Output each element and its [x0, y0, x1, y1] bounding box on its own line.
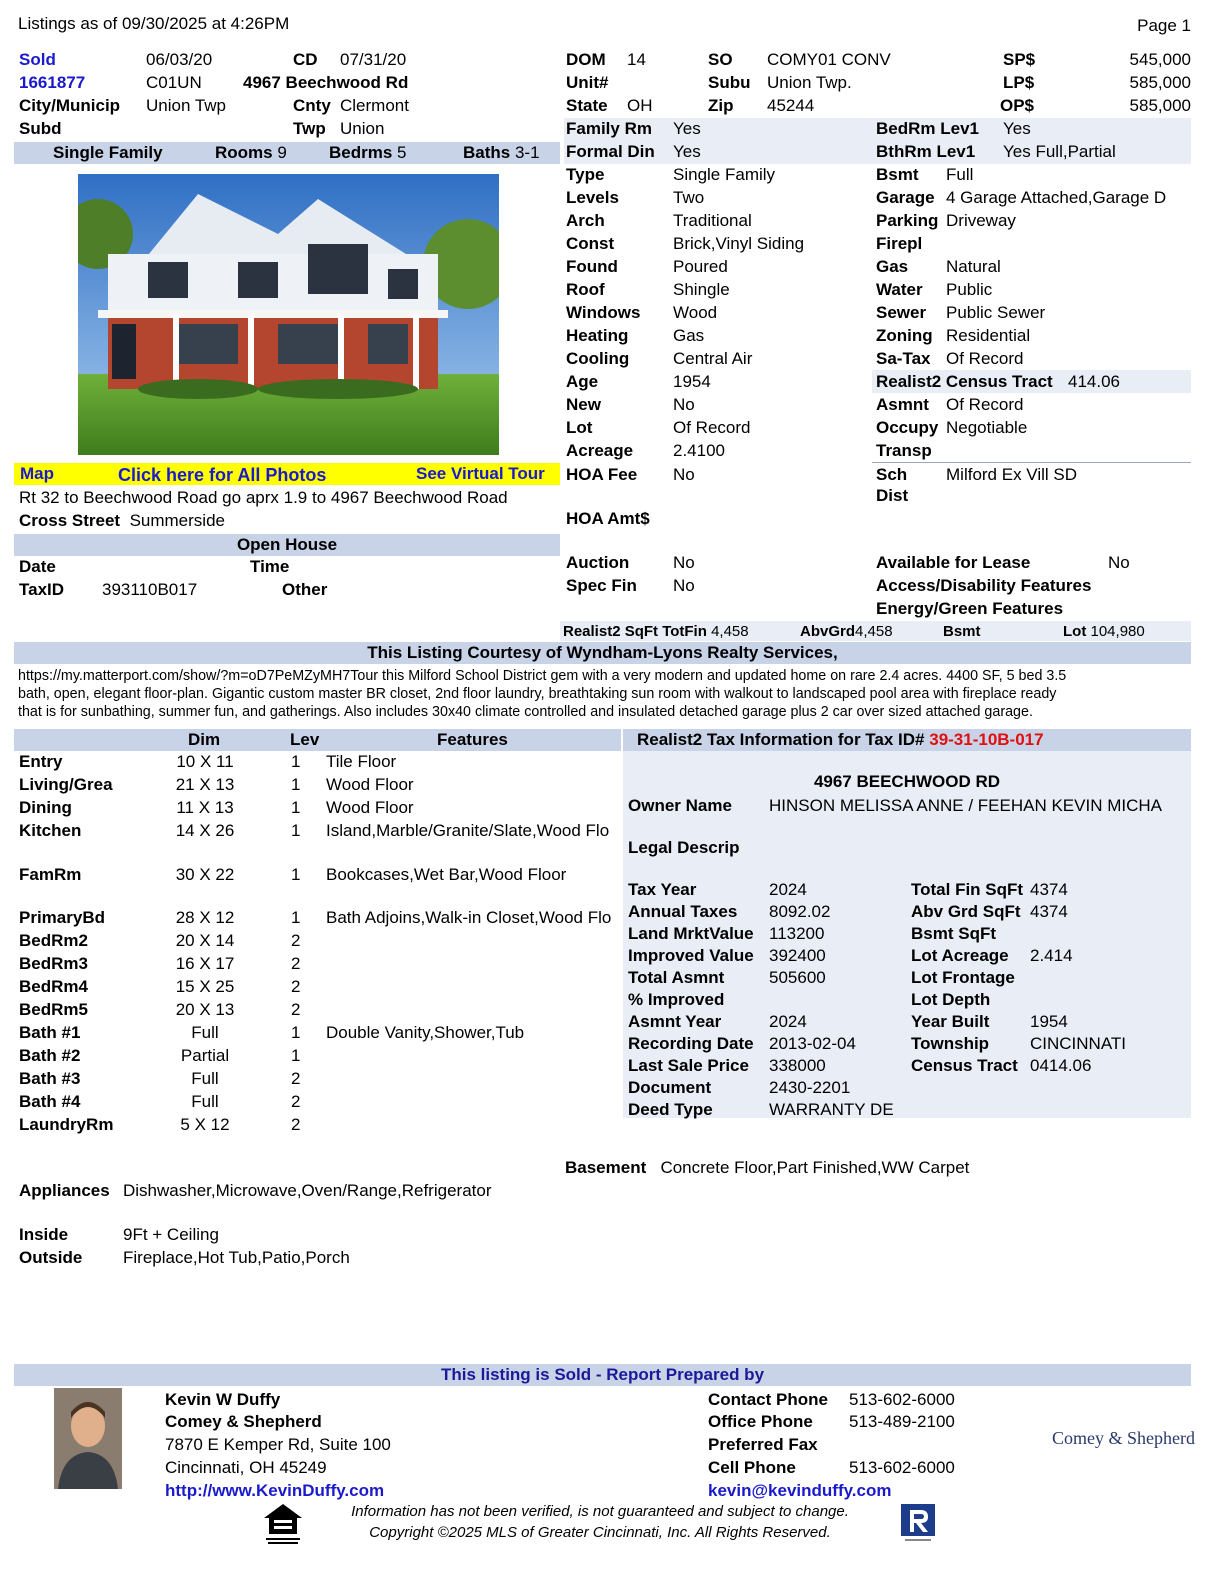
basement-features: Basement Concrete Floor,Part Finished,WW Carpet [565, 1158, 970, 1177]
zip-value: 45244 [767, 96, 815, 115]
detail-value: Central Air [673, 349, 753, 368]
room-dim: 14 X 26 [175, 821, 235, 840]
detail-label: Levels [566, 188, 619, 207]
room-dim: Partial [180, 1046, 230, 1065]
owner-label: Owner Name [628, 796, 732, 815]
room-name: BedRm3 [19, 954, 88, 973]
sp-value: 545,000 [1129, 50, 1191, 69]
unit-label: Unit# [566, 73, 609, 92]
room-name: FamRm [19, 865, 82, 884]
subu-label: Subu [708, 73, 751, 92]
tax-value: CINCINNATI [1030, 1034, 1127, 1053]
detail-label: New [566, 395, 601, 414]
detail-label: Age [566, 372, 599, 391]
disclaimer: Information has not been verified, is not guaranteed and subject to change. [351, 1503, 849, 1520]
rooms-count: Rooms 9 [215, 143, 287, 162]
tax-header: Realist2 Tax Information for Tax ID# 39-31-10B-017 [637, 730, 1044, 749]
detail-label: Parking [876, 211, 939, 230]
detail-label: Garage [876, 188, 935, 207]
room-features: Bath Adjoins,Walk-in Closet,Wood Flo [326, 908, 612, 927]
detail-label: Lot [566, 418, 593, 437]
specfin-label: Spec Fin [566, 576, 637, 595]
detail-label: Transp [876, 441, 932, 460]
tax-label: Lot Depth [911, 990, 991, 1009]
access-label: Access/Disability Features [876, 576, 1092, 595]
room-level: 1 [291, 1023, 301, 1042]
agent-company: Comey & Shepherd [165, 1412, 322, 1431]
office-phone-label: Office Phone [708, 1412, 813, 1431]
room-level: 2 [291, 954, 301, 973]
detail-value: 2.4100 [673, 441, 725, 460]
detail-label: Zoning [876, 326, 933, 345]
room-level: 1 [291, 775, 301, 794]
room-name: Living/Grea [19, 775, 113, 794]
detail-value: Public Sewer [946, 303, 1046, 322]
hoa-amt-label: HOA Amt$ [566, 509, 650, 528]
tax-value: 505600 [769, 968, 826, 987]
city-label: City/Municip [19, 96, 121, 115]
room-name: Entry [19, 752, 63, 771]
tax-label: Abv Grd SqFt [911, 902, 1021, 921]
tax-value: 2024 [769, 1012, 807, 1031]
auction-label: Auction [566, 553, 630, 572]
so-value: COMY01 CONV [767, 50, 891, 69]
page-number: Page 1 [1137, 16, 1191, 35]
open-house-date-label: Date [19, 557, 56, 576]
tax-label: Document [628, 1078, 712, 1097]
hoa-fee-value: No [673, 465, 695, 484]
tax-value: 338000 [769, 1056, 826, 1075]
cell-phone-label: Cell Phone [708, 1458, 796, 1477]
op-value: 585,000 [1129, 96, 1191, 115]
all-photos-link[interactable]: Click here for All Photos [118, 465, 327, 485]
sqft-totfin: Realist2 SqFt TotFin 4,458 [563, 623, 749, 640]
tax-label: % Improved [628, 990, 725, 1009]
sqft-abvgrd: AbvGrd4,458 [800, 623, 893, 640]
detail-label: Asmnt [876, 395, 929, 414]
room-dim: 11 X 13 [176, 798, 234, 817]
remarks-line-1: https://my.matterport.com/show/?m=oD7PeMZyMH7Tour this Milford School District gem with a very modern and updated home on rare 2.4 acres. 4400 SF, 5 bed 3.5 [18, 668, 1067, 684]
rooms-header-dim: Dim [188, 730, 221, 749]
room-name: LaundryRm [19, 1115, 114, 1134]
room-dim: Full [191, 1092, 219, 1111]
detail-label: Arch [566, 211, 605, 230]
taxid-label: TaxID [19, 580, 65, 599]
outside-value: Fireplace,Hot Tub,Patio,Porch [123, 1248, 350, 1267]
tax-label: Census Tract [911, 1056, 1018, 1075]
energy-label: Energy/Green Features [876, 599, 1064, 618]
room-name: Bath #3 [19, 1069, 81, 1088]
tax-value: 2.414 [1030, 946, 1073, 965]
detail-value: 4 Garage Attached,Garage D [946, 188, 1167, 207]
detail-value: 1954 [673, 372, 711, 391]
detail-value: Two [673, 188, 705, 207]
room-level: 2 [291, 1069, 301, 1088]
baths-count: Baths 3-1 [463, 143, 540, 162]
detail-label: Cooling [566, 349, 630, 368]
other-label: Other [282, 580, 328, 599]
tax-label: Deed Type [628, 1100, 713, 1119]
lease-label: Available for Lease [876, 553, 1031, 572]
lease-value: No [1108, 553, 1130, 572]
dom-value: 14 [627, 50, 646, 69]
room-features: Tile Floor [326, 752, 397, 771]
listings-timestamp: Listings as of 09/30/2025 at 4:26PM [18, 14, 290, 33]
room-level: 1 [291, 752, 301, 771]
contact-phone: 513-602-6000 [849, 1390, 955, 1409]
tax-value: 8092.02 [769, 902, 831, 921]
map-link[interactable]: Map [20, 464, 54, 483]
tax-label: Total Asmnt [628, 968, 725, 987]
room-level: 2 [291, 931, 301, 950]
tax-label: Asmnt Year [628, 1012, 722, 1031]
cd-date: 07/31/20 [340, 50, 407, 69]
state-label: State [566, 96, 608, 115]
detail-label: BedRm Lev1 [876, 119, 979, 138]
detail-label: Found [566, 257, 618, 276]
agent-website[interactable]: http://www.KevinDuffy.com [165, 1481, 385, 1500]
inside-value: 9Ft + Ceiling [123, 1225, 219, 1244]
twp-value: Union [340, 119, 385, 138]
detail-value: Of Record [946, 349, 1024, 368]
rooms-header-lev: Lev [290, 730, 320, 749]
room-dim: 28 X 12 [175, 908, 235, 927]
room-name: Dining [19, 798, 72, 817]
tax-value: 1954 [1030, 1012, 1068, 1031]
room-name: BedRm4 [19, 977, 88, 996]
zip-label: Zip [708, 96, 734, 115]
tax-address: 4967 BEECHWOOD RD [813, 772, 1001, 791]
detail-value: Poured [673, 257, 728, 276]
room-dim: 15 X 25 [175, 977, 235, 996]
detail-label: Const [566, 234, 615, 253]
directions: Rt 32 to Beechwood Road go aprx 1.9 to 4967 Beechwood Road [19, 488, 508, 507]
cd-label: CD [293, 50, 318, 69]
remarks-line-3: that is for sunbathing, summer fun, and gatherings. Also includes 30x40 climate controlled and insulated detached garage plus 2 car over sized attached garage. [18, 704, 1033, 720]
room-level: 2 [291, 1000, 301, 1019]
realtor-icon [899, 1502, 937, 1544]
room-level: 2 [291, 1092, 301, 1111]
tax-value: 2013-02-04 [769, 1034, 856, 1053]
county-value: Clermont [340, 96, 409, 115]
rooms-header-features: Features [437, 730, 508, 749]
agent-street: 7870 E Kemper Rd, Suite 100 [165, 1435, 391, 1454]
detail-value: Of Record [673, 418, 751, 437]
room-features: Bookcases,Wet Bar,Wood Floor [326, 865, 567, 884]
detail-value: Yes [1003, 119, 1031, 138]
virtual-tour-link[interactable]: See Virtual Tour [416, 464, 545, 483]
agent-email[interactable]: kevin@kevinduffy.com [708, 1481, 892, 1500]
tax-label: Total Fin SqFt [911, 880, 1024, 899]
taxid-value: 393110B017 [102, 580, 198, 599]
mls-number[interactable]: 1661877 [19, 73, 86, 92]
cell-phone: 513-602-6000 [849, 1458, 955, 1477]
tax-label: Year Built [911, 1012, 990, 1031]
tax-label: Land MrktValue [628, 924, 754, 943]
detail-value: Gas [673, 326, 705, 345]
tax-value: 2430-2201 [769, 1078, 851, 1097]
lp-value: 585,000 [1129, 73, 1191, 92]
tax-value: WARRANTY DE [769, 1100, 894, 1119]
room-dim: 30 X 22 [175, 865, 235, 884]
room-dim: 21 X 13 [175, 775, 235, 794]
detail-value: Public [946, 280, 993, 299]
agent-city: Cincinnati, OH 45249 [165, 1458, 327, 1477]
details-divider [872, 462, 1191, 463]
detail-label: Gas [876, 257, 909, 276]
detail-value: 414.06 [1068, 372, 1120, 391]
detail-value: Yes [673, 119, 701, 138]
copyright: Copyright ©2025 MLS of Greater Cincinnati, Inc. All Rights Reserved. [369, 1524, 831, 1541]
county-label: Cnty [293, 96, 331, 115]
tax-label: Recording Date [628, 1034, 754, 1053]
sqft-bsmt-label: Bsmt [943, 623, 981, 640]
detail-label: Sa-Tax [876, 349, 931, 368]
courtesy-text: This Listing Courtesy of Wyndham-Lyons Realty Services, [367, 643, 838, 662]
sp-label: SP$ [1003, 50, 1036, 69]
room-dim: 10 X 11 [176, 752, 234, 771]
owner-value: HINSON MELISSA ANNE / FEEHAN KEVIN MICHA [769, 796, 1162, 815]
room-dim: 20 X 13 [175, 1000, 235, 1019]
house-photo[interactable] [78, 174, 499, 455]
detail-value: Yes Full,Partial [1003, 142, 1116, 161]
detail-label: Acreage [566, 441, 634, 460]
auction-value: No [673, 553, 695, 572]
cross-street: Cross Street Summerside [19, 511, 225, 530]
detail-value: Single Family [673, 165, 776, 184]
school-label: Sch [876, 465, 908, 484]
hoa-fee-label: HOA Fee [566, 465, 638, 484]
school-dist-label: Dist [876, 486, 909, 505]
equal-housing-icon [262, 1502, 304, 1546]
listing-address: 4967 Beechwood Rd [243, 73, 409, 92]
city-value: Union Twp [146, 96, 227, 115]
detail-value: Wood [673, 303, 718, 322]
detail-label: Sewer [876, 303, 927, 322]
sqft-lot: Lot 104,980 [1063, 623, 1145, 640]
area-code: C01UN [146, 73, 202, 92]
detail-label: Formal Din [566, 142, 655, 161]
room-name: PrimaryBd [19, 908, 105, 927]
legal-label: Legal Descrip [628, 838, 740, 857]
tax-label: Lot Frontage [911, 968, 1015, 987]
detail-value: Driveway [946, 211, 1016, 230]
room-dim: 16 X 17 [175, 954, 235, 973]
detail-label: Type [566, 165, 605, 184]
detail-label: Firepl [876, 234, 923, 253]
room-dim: Full [191, 1023, 219, 1042]
room-level: 2 [291, 1115, 301, 1134]
property-type: Single Family [53, 143, 163, 162]
room-name: BedRm5 [19, 1000, 88, 1019]
room-features: Island,Marble/Granite/Slate,Wood Flo [326, 821, 610, 840]
detail-label: Roof [566, 280, 605, 299]
school-district: Milford Ex Vill SD [946, 465, 1077, 484]
agent-name: Kevin W Duffy [165, 1390, 281, 1409]
office-phone: 513-489-2100 [849, 1412, 955, 1431]
detail-label: Heating [566, 326, 629, 345]
remarks-line-2: bath, open, elegant floor-plan. Gigantic custom master BR closet, 2nd floor laundry, breathtaking sun room with walkout to landscaped pool area with fireplace ready [18, 686, 1057, 702]
detail-value: Negotiable [946, 418, 1028, 437]
tax-value: 0414.06 [1030, 1056, 1092, 1075]
room-level: 2 [291, 977, 301, 996]
tax-value: 4374 [1030, 902, 1068, 921]
detail-value: Residential [946, 326, 1031, 345]
detail-value: Natural [946, 257, 1001, 276]
tax-label: Lot Acreage [911, 946, 1009, 965]
detail-value: No [673, 395, 695, 414]
specfin-value: No [673, 576, 695, 595]
room-name: Kitchen [19, 821, 82, 840]
detail-label: BthRm Lev1 [876, 142, 976, 161]
status-label: Sold [19, 50, 56, 69]
room-level: 1 [291, 908, 301, 927]
subd-label: Subd [19, 119, 62, 138]
detail-label: Water [876, 280, 923, 299]
fax-label: Preferred Fax [708, 1435, 818, 1454]
tax-label: Last Sale Price [628, 1056, 749, 1075]
detail-value: Of Record [946, 395, 1024, 414]
tax-label: Bsmt SqFt [911, 924, 996, 943]
detail-value: Yes [673, 142, 701, 161]
room-dim: Full [191, 1069, 219, 1088]
room-features: Wood Floor [326, 775, 414, 794]
room-name: Bath #4 [19, 1092, 81, 1111]
detail-label: Bsmt [876, 165, 919, 184]
room-features: Wood Floor [326, 798, 414, 817]
room-features: Double Vanity,Shower,Tub [326, 1023, 525, 1042]
room-name: Bath #2 [19, 1046, 81, 1065]
so-label: SO [708, 50, 733, 69]
room-level: 1 [291, 1046, 301, 1065]
company-logo: Comey & Shepherd [1052, 1428, 1195, 1448]
detail-label: Windows [566, 303, 641, 322]
detail-value: Shingle [673, 280, 730, 299]
subu-value: Union Twp. [767, 73, 852, 92]
open-house-title: Open House [236, 535, 338, 554]
appliances-value: Dishwasher,Microwave,Oven/Range,Refrigerator [123, 1181, 492, 1200]
dom-label: DOM [566, 50, 606, 69]
detail-label: Family Rm [566, 119, 652, 138]
detail-value: Full [946, 165, 974, 184]
detail-label: Realist2 Census Tract [876, 372, 1053, 391]
detail-value: Traditional [673, 211, 752, 230]
agent-photo [54, 1388, 122, 1489]
outside-label: Outside [19, 1248, 83, 1267]
lp-label: LP$ [1003, 73, 1035, 92]
contact-phone-label: Contact Phone [708, 1390, 828, 1409]
tax-value: 113200 [769, 924, 825, 943]
twp-label: Twp [293, 119, 326, 138]
detail-value: Brick,Vinyl Siding [673, 234, 805, 253]
detail-label: Occupy [876, 418, 939, 437]
tax-value: 4374 [1030, 880, 1068, 899]
tax-label: Annual Taxes [628, 902, 738, 921]
room-level: 1 [291, 821, 301, 840]
inside-label: Inside [19, 1225, 69, 1244]
room-dim: 5 X 12 [180, 1115, 230, 1134]
op-label: OP$ [1000, 96, 1035, 115]
sold-banner: This listing is Sold - Report Prepared by [440, 1365, 765, 1384]
sold-date: 06/03/20 [146, 50, 213, 69]
open-house-time-label: Time [250, 557, 290, 576]
room-level: 1 [291, 798, 301, 817]
room-level: 1 [291, 865, 301, 884]
tax-label: Township [911, 1034, 990, 1053]
tax-label: Tax Year [628, 880, 697, 899]
appliances-label: Appliances [19, 1181, 110, 1200]
tax-label: Improved Value [628, 946, 754, 965]
tax-value: 392400 [769, 946, 826, 965]
room-dim: 20 X 14 [175, 931, 235, 950]
bedrooms-count: Bedrms 5 [329, 143, 407, 162]
tax-value: 2024 [769, 880, 807, 899]
tax-id: 39-31-10B-017 [929, 730, 1044, 749]
room-name: Bath #1 [19, 1023, 81, 1042]
state-value: OH [627, 96, 653, 115]
room-name: BedRm2 [19, 931, 88, 950]
